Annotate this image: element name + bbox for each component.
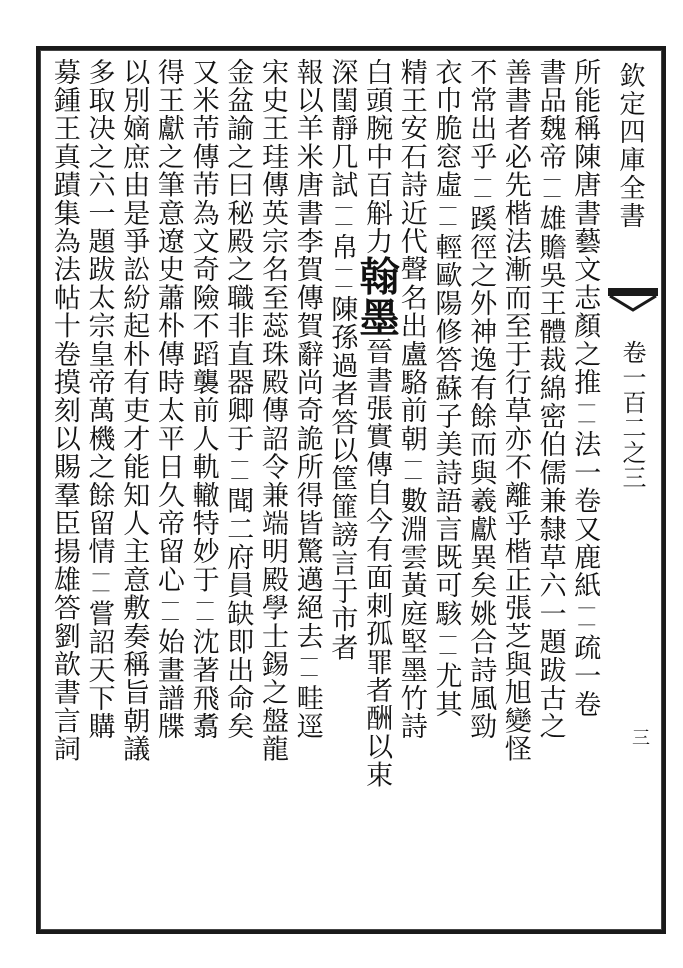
text-segment: 晉書張實傳自今有面刺孤罪者酬以束 [361, 337, 393, 790]
repeat-mark: ｜｜ [296, 650, 317, 685]
text-segment: 嘗詔天下購 [83, 599, 115, 741]
repeat-mark: ｜｜ [192, 593, 213, 628]
text-segment: 帛 [326, 233, 358, 262]
text-segment: 所能稱陳唐書藝文志顏之推 [569, 58, 601, 397]
text-segment: 又米芾傳芾為文奇險不蹈襲前人軌轍特妙于 [187, 58, 219, 594]
text-segment: 疏一卷 [569, 633, 601, 719]
text-segment: 善書者必先楷法漸而至于行草亦不離乎楷正張芝與旭變怪 [499, 58, 531, 763]
text-segment: 始畫譜牒 [152, 627, 184, 741]
text-segment: 書品魏帝 [534, 58, 566, 171]
repeat-mark: ｜｜ [435, 199, 456, 233]
text-segment: 陳孫過者答以筐篚謗言于市者 [326, 295, 358, 662]
page-marker: 三 [629, 728, 650, 746]
volume-label: 卷一百二之三 [618, 340, 646, 490]
text-segment: 金盆諭之曰秘殿之職非直器卿于 [222, 58, 254, 453]
repeat-mark: ｜｜ [470, 170, 491, 205]
repeat-mark: ｜｜ [574, 396, 595, 431]
text-segment: 不常出乎 [465, 58, 497, 171]
text-segment: 法一卷又鹿紙 [569, 430, 601, 600]
text-segment: 多取决之六一題跋太宗皇帝萬機之餘留情 [83, 58, 115, 566]
text-segment: 以別嫡庶由是爭訟紛起朴有吏才能知人主意敷奏稱旨朝議 [118, 58, 150, 763]
text-body [46, 58, 602, 918]
repeat-mark: ｜｜ [227, 452, 248, 487]
repeat-mark: ｜｜ [331, 199, 352, 233]
text-segment: 聞二府員缺即出命矣 [222, 486, 254, 741]
repeat-mark: ｜｜ [539, 170, 560, 205]
book-title: 欽定四庫全書 [615, 62, 645, 230]
heading-term: 翰墨 [353, 255, 401, 338]
text-segment: 募鍾王真蹟集為法帖十卷摸刻以賜羣臣揚雄答劉歆書言詞 [48, 58, 80, 763]
repeat-mark: ｜｜ [331, 261, 352, 296]
text-segment: 尤其 [430, 661, 462, 719]
text-segment: 沈著飛翥 [187, 627, 219, 741]
repeat-mark: ｜｜ [435, 627, 456, 662]
repeat-mark: ｜｜ [574, 599, 595, 634]
fishtail-ornament [608, 288, 658, 314]
text-segment: 宋史王珪傳英宗名至蕊珠殿傳詔令兼端明殿學士錫之盤龍 [257, 58, 288, 763]
text-segment: 衣巾脆窓虛 [430, 58, 462, 199]
text-segment: 輕歐陽修答蘇子美詩語言既可駭 [430, 233, 462, 628]
repeat-mark: ｜｜ [88, 565, 109, 600]
text-segment: 報以羊米唐書李賀傳賀辭尚奇詭所得皆驚邁絕去 [291, 58, 323, 651]
text-segment: 白頭腕中百斛力 [361, 58, 393, 256]
repeat-mark: ｜｜ [157, 593, 178, 628]
text-segment: 精王安石詩近代聲名出盧駱前朝 [395, 58, 427, 453]
text-segment: 畦逕 [291, 684, 323, 741]
repeat-mark: ｜｜ [400, 452, 421, 487]
text-segment: 深閨靜几試 [326, 58, 358, 199]
text-segment: 數淵雲黃庭堅墨竹詩 [395, 486, 427, 741]
text-segment: 得王獻之筆意遼史蕭朴傳時太平日久帝留心 [152, 58, 184, 594]
text-segment: 雄贍吳王體裁綿密伯儒兼隸草六一題跋古之 [534, 204, 566, 741]
text-column [42, 58, 86, 918]
text-segment: 蹊徑之外神逸有餘而與羲獻異矣姚合詩風勁 [465, 204, 497, 741]
